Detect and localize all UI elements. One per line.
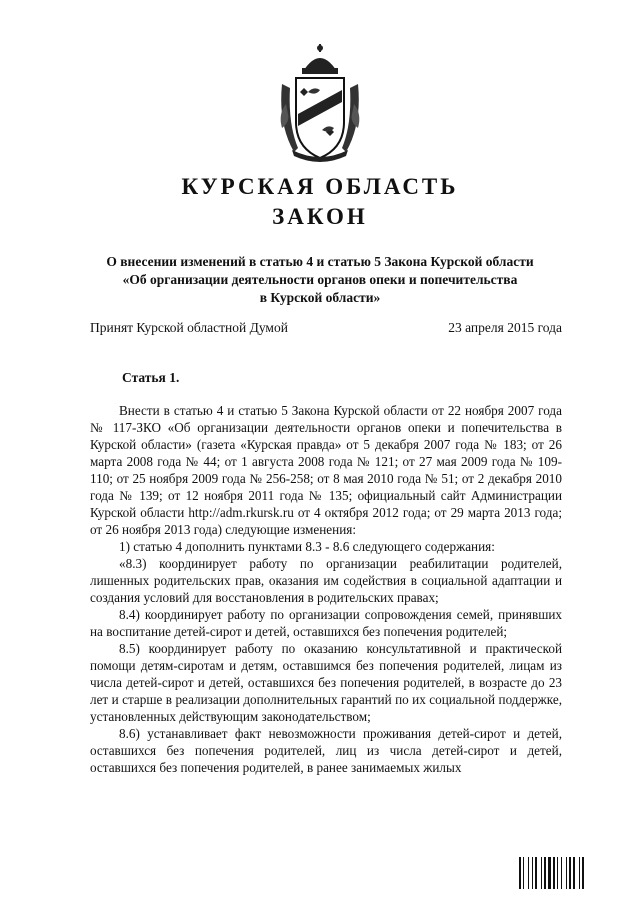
law-title-line: «Об организации деятельности органов опеки и попечительства [122, 272, 518, 287]
document-type-heading: ЗАКОН [272, 204, 368, 229]
adoption-statement: Принят Курской областной Думой [90, 320, 288, 335]
body-paragraph: 1) статью 4 дополнить пунктами 8.3 - 8.6 следующего содержания: [119, 539, 495, 554]
body-paragraph: Внести в статью 4 и статью 5 Закона Курской области от 22 ноября 2007 года № 117-ЗКО «Об организации деятельности органов опеки и попечительства в Курской области» (газета «Курская правда» от 5 декабря 2007 года № 183; от 26 марта 2008 года № 44; от 1 августа 2008 года № 121; от 27 мая 2009 года № 109-110; от 25 ноября 2009 года № 256-258; от 8 мая 2010 года № 51; от 2 декабря 2010 года № 139; от 12 ноября 2011 года № 135; официальный сайт Администрации Курской области http://adm.rkursk.ru от 4 октября 2012 года; от 29 марта 2013 года; от 26 ноября 2013 года) следующие изменения: [90, 403, 562, 537]
law-title-line: О внесении изменений в статью 4 и статью 5 Закона Курской области [106, 254, 534, 269]
body-paragraph: 8.5) координирует работу по оказанию консультативной и практической помощи детям-сиротам и детям, оставшимся без попечения родителей, лицам из числа детей-сирот и детей, оставшихся без попечения родителей, в возрасте до 23 лет и старше в реализации дополнительных гарантий по их социальной поддержке, установленных действующим законодательством; [90, 641, 562, 724]
article-body [90, 402, 562, 776]
body-paragraph: 8.4) координирует работу по организации сопровождения семей, принявших на воспитание детей-сирот и детей, оставшихся без попечения родителей; [90, 607, 562, 639]
body-paragraph: «8.3) координирует работу по организации реабилитации родителей, лишенных родительских прав, оказания им содействия в социальной адаптации и создания условий для восстановления в родительских правах; [90, 556, 562, 605]
law-title [40, 253, 600, 307]
law-title-line: в Курской области» [259, 290, 381, 305]
article-heading: Статья 1. [122, 370, 180, 385]
barcode-icon [519, 857, 611, 889]
adoption-date: 23 апреля 2015 года [448, 320, 562, 335]
body-paragraph: 8.6) устанавливает факт невозможности проживания детей-сирот и детей, оставшихся без попечения родителей, лиц из числа детей-сирот и детей, оставшихся без попечения родителей, в ранее занимаемых жилых [90, 726, 562, 775]
coat-of-arms-icon [268, 44, 372, 162]
region-heading: КУРСКАЯ ОБЛАСТЬ [181, 174, 459, 199]
